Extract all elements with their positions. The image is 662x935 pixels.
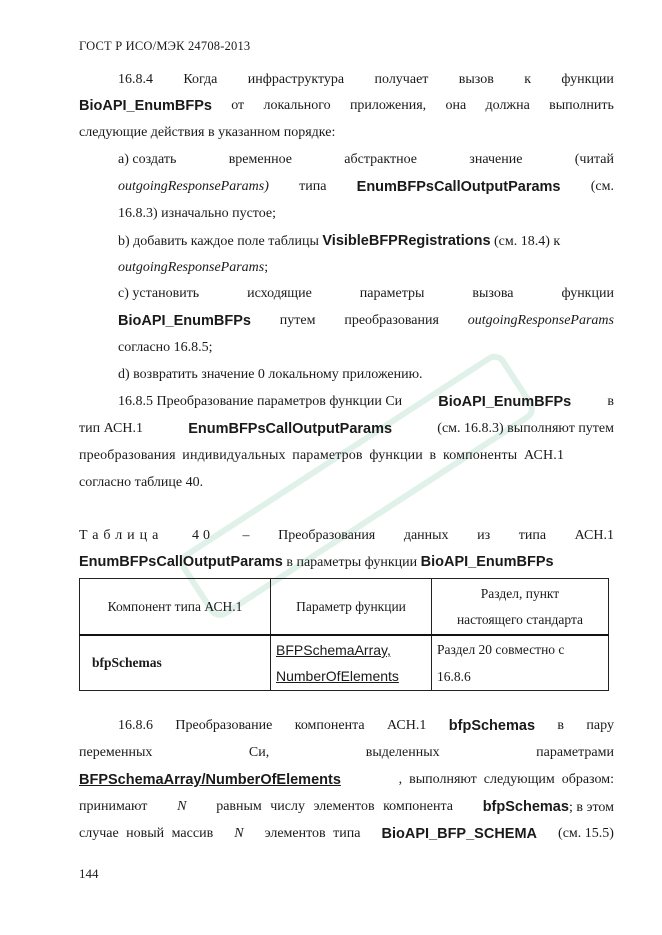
word: Когда <box>183 72 218 87</box>
word: Си, <box>248 745 270 760</box>
para-3-line-2 <box>79 744 614 762</box>
para-2-line-2 <box>79 420 614 438</box>
section-line-1: Раздел 20 совместно с <box>437 642 565 657</box>
word: Преобразования <box>278 528 376 543</box>
word: выполнить <box>549 98 614 113</box>
word: АСН.1 <box>574 528 614 543</box>
parameter-pair: BFPSchemaArray/NumberOfElements <box>79 772 341 788</box>
word: она <box>445 98 467 113</box>
item-a-line-2 <box>118 178 614 196</box>
word: (см. <box>590 179 614 194</box>
component-name: bfpSchemas <box>482 799 569 815</box>
word: вызова <box>472 286 514 301</box>
text: в параметры функции <box>286 555 418 570</box>
word: типа <box>518 528 547 543</box>
caption-number: 40 <box>191 528 214 543</box>
word: а) создать <box>118 152 177 167</box>
word: выделенных <box>365 745 440 760</box>
text: (см. 16.8.3) выполняют путем <box>437 421 614 436</box>
text: , выполняют следующим образом: <box>398 772 614 787</box>
word: параметры <box>359 286 425 301</box>
word: исходящие <box>247 286 312 301</box>
header-component: Компонент типа АСН.1 <box>80 579 271 636</box>
item-d-line-1: d) возвратить значение 0 локальному приложению. <box>118 367 423 382</box>
word: АСН.1 <box>387 718 427 733</box>
para-2-line-1 <box>118 393 614 411</box>
item-a-line-1 <box>118 151 614 169</box>
word: типа <box>299 179 327 194</box>
text: равным числу элементов компонента <box>216 799 453 814</box>
item-b-line-2 <box>118 259 614 277</box>
param-line-2: NumberOfElements <box>276 668 399 684</box>
word: преобразования <box>344 313 439 328</box>
word: функции <box>561 286 614 301</box>
conversion-table <box>79 578 609 691</box>
text: b) добавить каждое поле таблицы <box>118 234 319 249</box>
caption-label: Таблица <box>79 528 164 543</box>
function-name: BioAPI_EnumBFPs <box>118 313 251 329</box>
word: вызов <box>458 72 494 87</box>
cell-parameter <box>271 635 432 691</box>
word: локального <box>263 98 331 113</box>
section-line-2: 16.8.6 <box>437 669 471 684</box>
variable-n: N <box>177 799 187 814</box>
para-1-line-1 <box>118 71 614 89</box>
variable-name: outgoingResponseParams <box>118 260 265 275</box>
page-number: 144 <box>79 866 99 881</box>
para-2-line-3: преобразования индивидуальных параметров функции в компоненты АСН.1 <box>79 448 565 463</box>
para-3-line-4 <box>79 798 614 817</box>
word: Преобразование <box>175 718 273 733</box>
word: абстрактное <box>344 152 417 167</box>
header-section-line-1: Раздел, пункт <box>480 585 560 601</box>
cell-component: bfpSchemas <box>80 635 271 691</box>
word: в <box>607 394 614 409</box>
variable-n: N <box>234 826 244 841</box>
clause-number: 16.8.6 <box>118 718 153 733</box>
cell-section <box>432 635 609 691</box>
text: случае новый массив <box>79 826 214 841</box>
word: функции <box>561 72 614 87</box>
clause-number: 16.8.4 <box>118 72 153 87</box>
text: 16.8.5 Преобразование параметров функции Си <box>118 394 403 409</box>
type-name: BioAPI_BFP_SCHEMA <box>381 826 538 842</box>
param-line-1: BFPSchemaArray, <box>276 642 391 658</box>
word: из <box>477 528 491 543</box>
para-3-line-1 <box>118 717 614 735</box>
word: в <box>557 718 565 733</box>
component-name: bfpSchemas <box>448 718 536 734</box>
word: путем <box>279 313 316 328</box>
function-name: BioAPI_EnumBFPs <box>420 554 554 570</box>
type-name: EnumBFPsCallOutputParams <box>188 421 393 437</box>
word: параметрами <box>536 745 614 760</box>
document-header: ГОСТ Р ИСО/МЭК 24708-2013 <box>79 39 251 53</box>
item-a-line-3: 16.8.3) изначально пустое; <box>118 206 276 221</box>
item-c-line-3: согласно 16.8.5; <box>118 340 213 355</box>
table-caption-line-1 <box>79 527 614 545</box>
table-caption-line-2 <box>79 553 614 572</box>
text: (см. 18.4) к <box>494 234 561 249</box>
header-section-line-2: настоящего стандарта <box>456 611 584 627</box>
word: приложения, <box>349 98 427 113</box>
table-row <box>80 635 609 691</box>
variable-name: outgoingResponseParams <box>467 313 614 328</box>
punctuation: ; <box>264 260 269 275</box>
text: элементов типа <box>264 826 361 841</box>
table-name: VisibleBFPRegistrations <box>322 233 491 249</box>
word: принимают <box>79 799 148 814</box>
item-b-line-1 <box>118 232 614 251</box>
word: получает <box>374 72 429 87</box>
table-header-row <box>80 579 609 636</box>
word: от <box>231 98 245 113</box>
word: инфраструктура <box>247 72 345 87</box>
word: пару <box>586 718 614 733</box>
word: данных <box>403 528 449 543</box>
word: с) установить <box>118 286 200 301</box>
para-1-line-2 <box>79 97 614 115</box>
variable-name: outgoingResponseParams) <box>118 179 269 194</box>
type-name: EnumBFPsCallOutputParams <box>79 554 283 570</box>
item-c-line-1 <box>118 285 614 303</box>
para-3-line-5 <box>79 825 614 843</box>
function-name: BioAPI_EnumBFPs <box>79 98 212 114</box>
header-parameter: Параметр функции <box>271 579 432 636</box>
word: компонента <box>294 718 365 733</box>
function-name: BioAPI_EnumBFPs <box>438 394 572 410</box>
item-c-line-2 <box>118 312 614 330</box>
dash: – <box>242 528 250 543</box>
word: к <box>524 72 532 87</box>
header-section <box>432 579 609 636</box>
para-2-line-4: согласно таблице 40. <box>79 475 204 490</box>
text: тип АСН.1 <box>79 421 143 436</box>
word: временное <box>228 152 292 167</box>
para-1-line-3: следующие действия в указанном порядке: <box>79 125 336 140</box>
type-name: EnumBFPsCallOutputParams <box>356 179 561 195</box>
text: ; в этом <box>568 800 614 815</box>
text: (см. 15.5) <box>558 826 614 841</box>
word: должна <box>485 98 530 113</box>
word: (читай <box>574 152 614 167</box>
para-3-line-3 <box>79 771 614 789</box>
word: значение <box>469 152 523 167</box>
word: переменных <box>79 745 153 760</box>
